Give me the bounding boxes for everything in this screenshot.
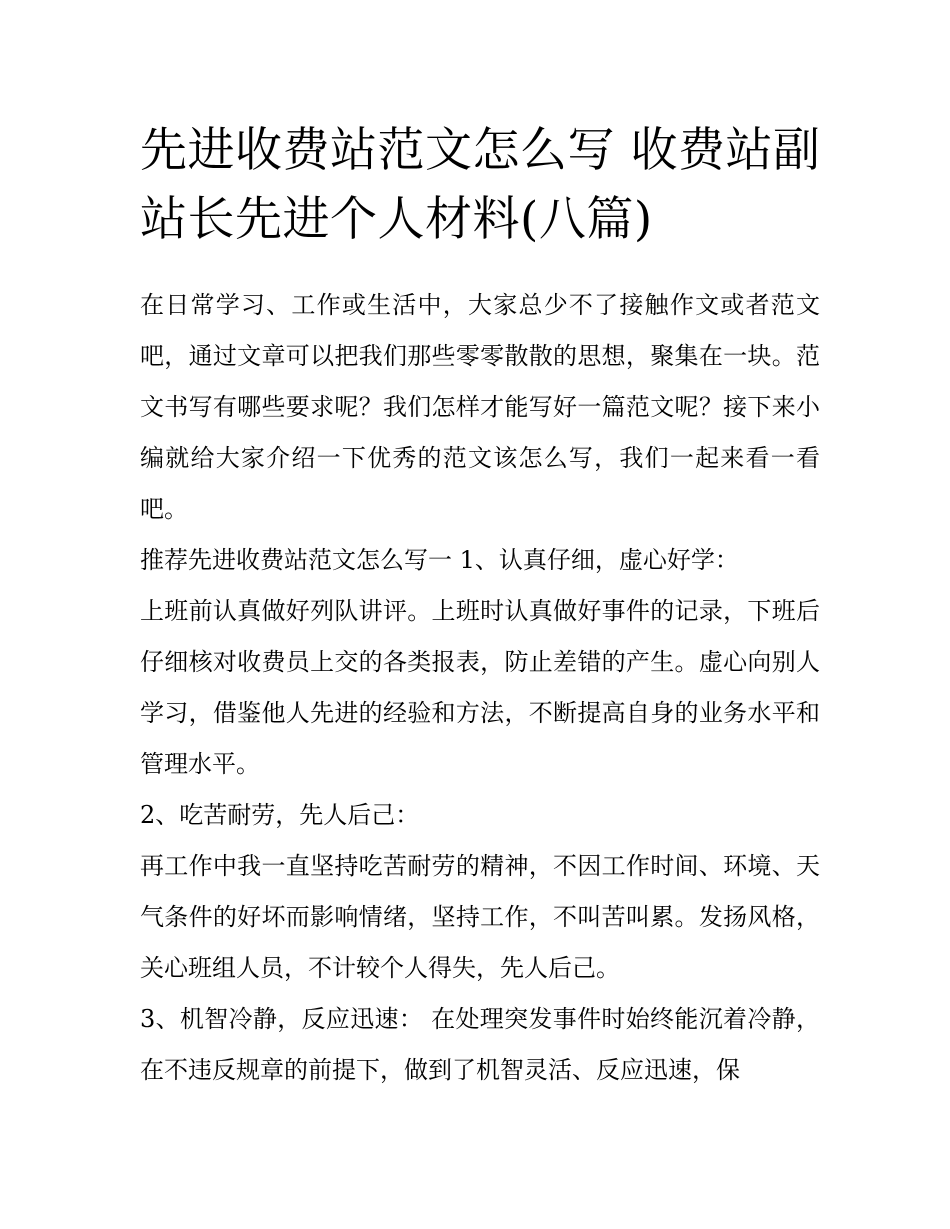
paragraph-intro: 在日常学习、工作或生活中，大家总少不了接触作文或者范文吧，通过文章可以把我们那些零零散散的思想，聚集在一块。范文书写有哪些要求呢？我们怎样才能写好一篇范文呢？接下来小编就给大家介绍一下优秀的范文该怎么写，我们一起来看一看吧。 [140, 291, 820, 523]
paragraph-3: 3、机智冷静，反应迅速： 在处理突发事件时始终能沉着冷静，在不违反规章的前提下，做到了机智灵活、反应迅速，保 [140, 1005, 820, 1084]
document-title: 先进收费站范文怎么写 收费站副站长先进个人材料(八篇) [140, 123, 821, 247]
paragraph-1: 上班前认真做好列队讲评。上班时认真做好事件的记录，下班后仔细核对收费员上交的各类报表，防止差错的产生。虚心向别人学习，借鉴他人先进的经验和方法，不断提高自身的业务水平和管理水平。 [140, 597, 820, 778]
paragraph-heading-1: 推荐先进收费站范文怎么写一 1、认真仔细，虚心好学： [140, 546, 739, 574]
paragraph-heading-2: 2、吃苦耐劳，先人后己： [140, 801, 420, 829]
document-body [140, 280, 820, 1096]
paragraph-2: 再工作中我一直坚持吃苦耐劳的精神，不因工作时间、环境、天气条件的好坏而影响情绪，坚持工作，不叫苦叫累。发扬风格，关心班组人员，不计较个人得失，先人后己。 [140, 852, 820, 982]
